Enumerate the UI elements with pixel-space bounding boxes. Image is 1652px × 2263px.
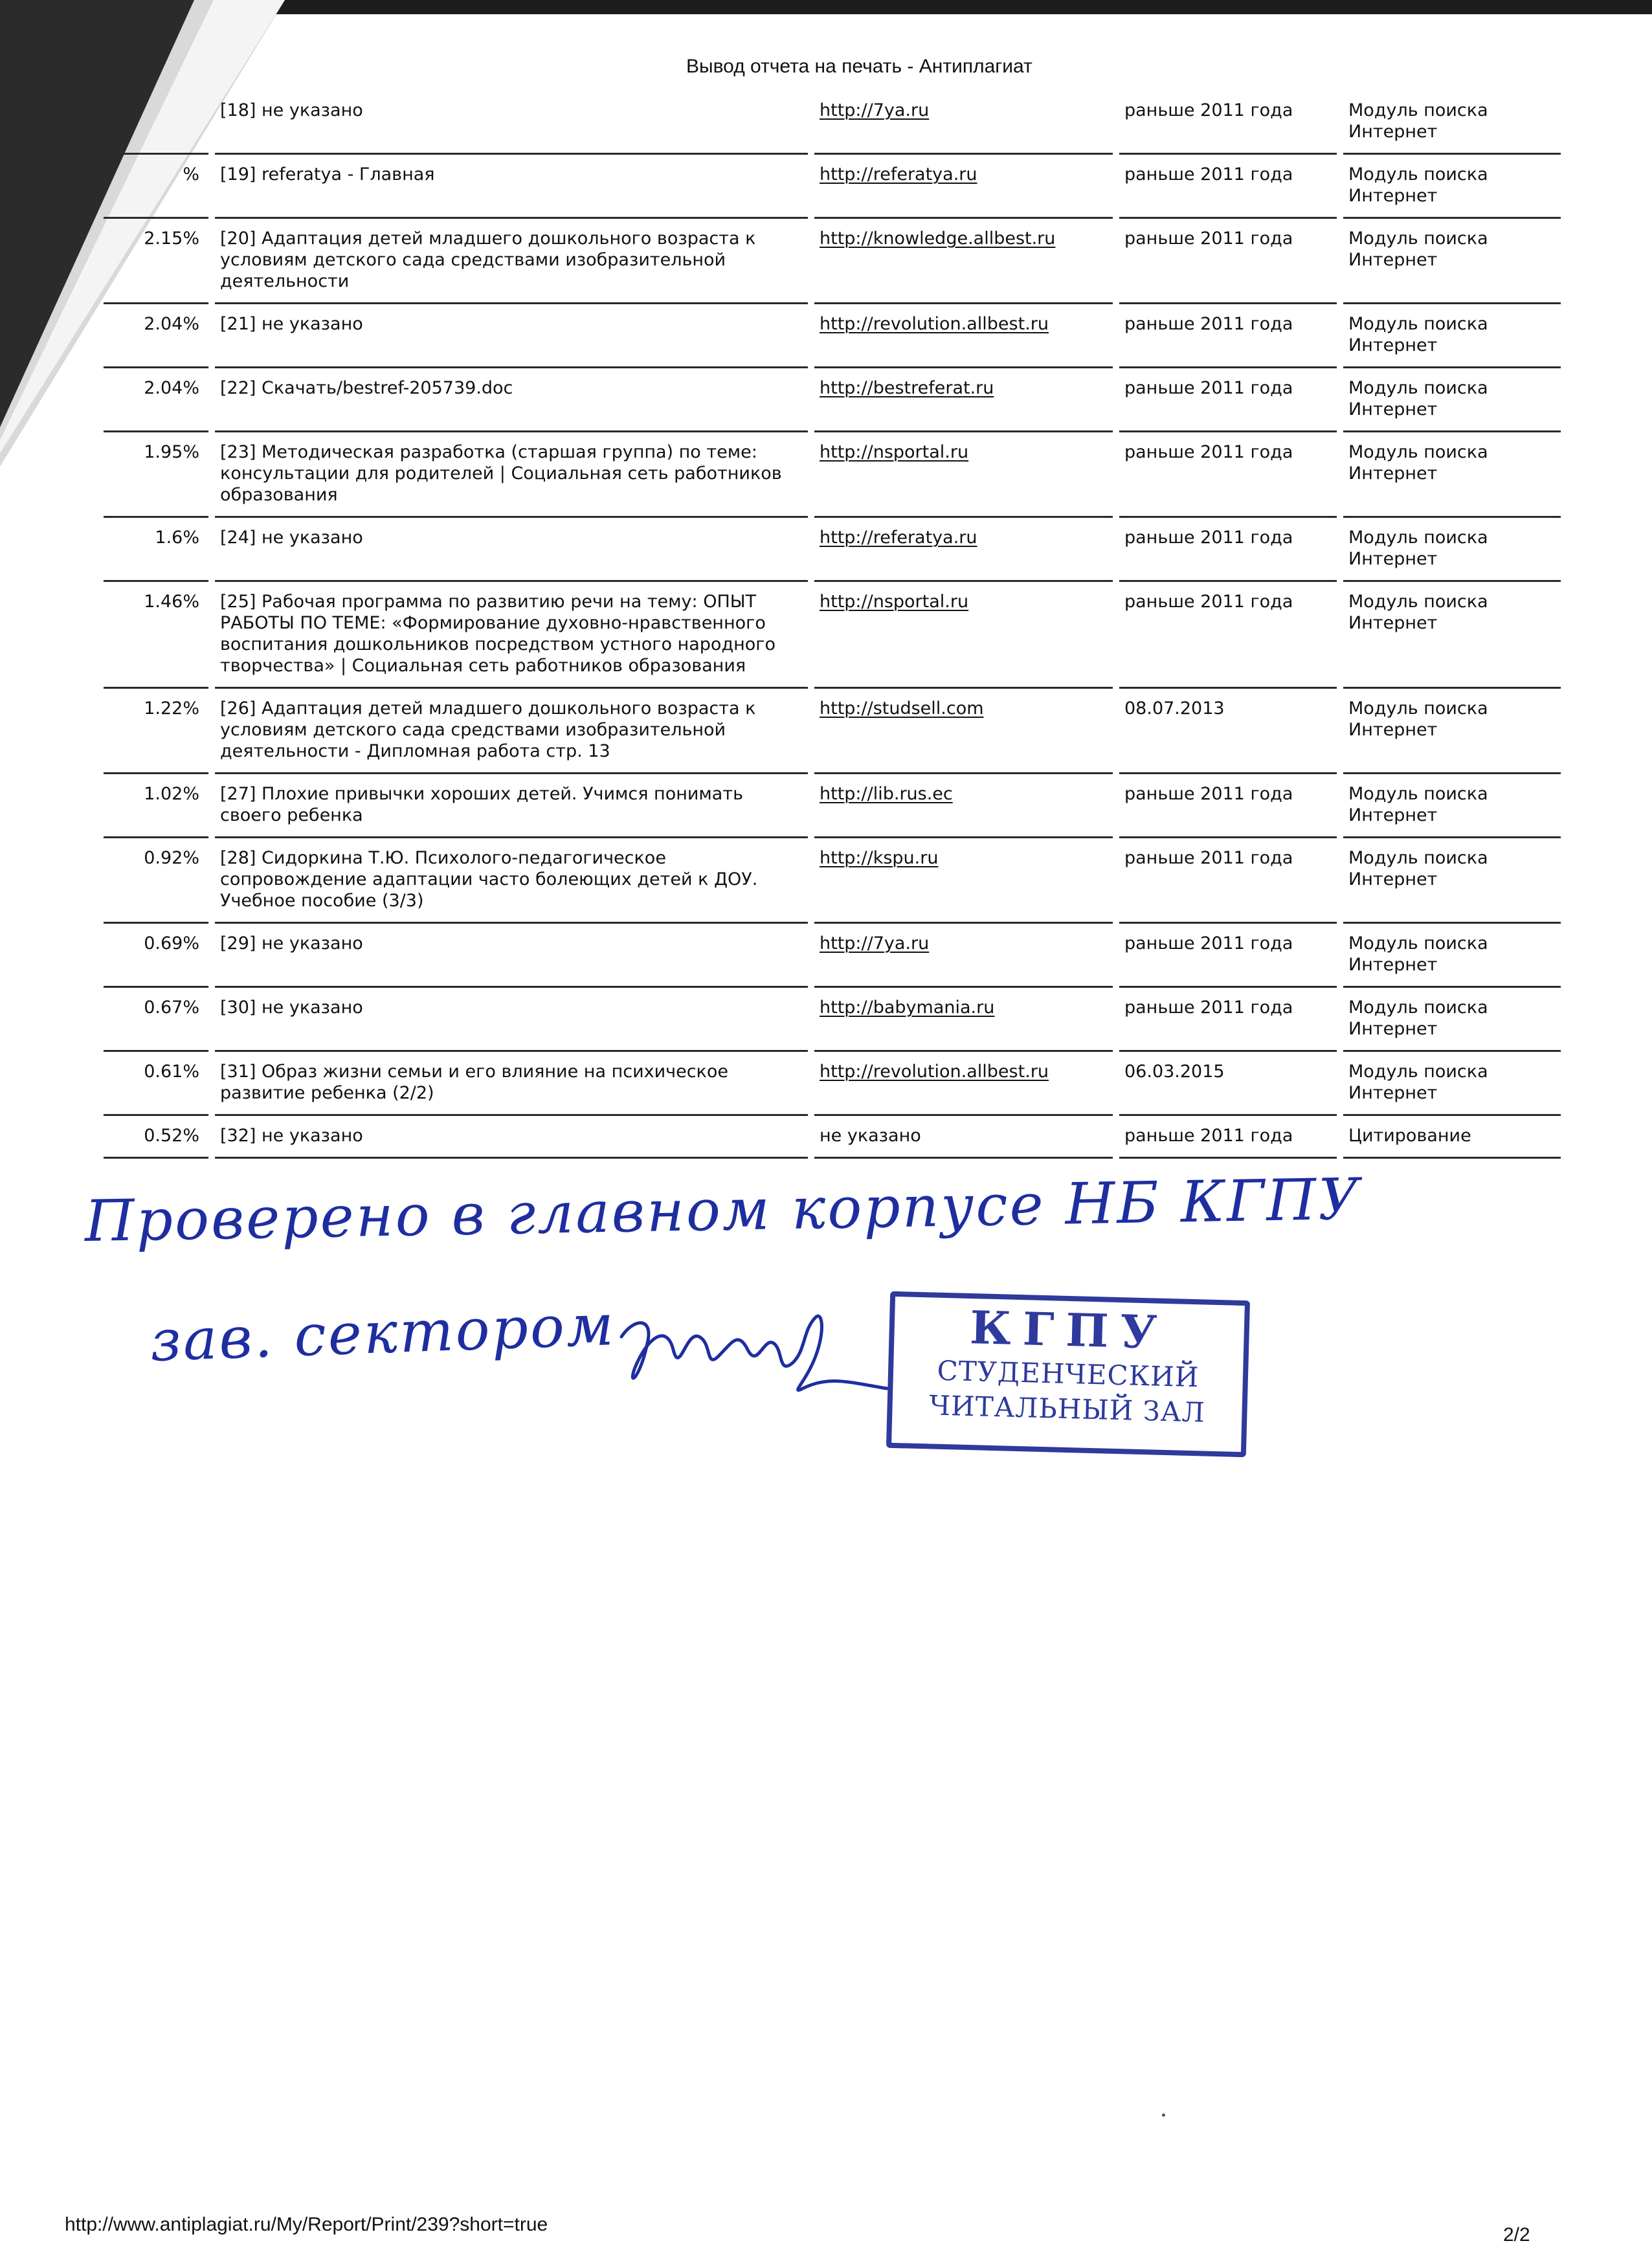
percent-cell [104, 304, 208, 368]
module-cell-text: Модуль поиска Интернет [1348, 592, 1488, 633]
handwritten-note-line1: Проверено в главном корпусе НБ КГПУ [84, 1165, 1362, 1254]
module-cell [1343, 91, 1561, 155]
date-cell-text: 08.07.2013 [1124, 698, 1225, 719]
source-cell-text: [18] не указано [220, 100, 363, 120]
source-cell-text: [28] Сидоркина Т.Ю. Психолого-педагогическое сопровождение адаптации часто болеющих детей к ДОУ. Учебное пособие (3/3) [220, 848, 758, 911]
module-cell [1343, 988, 1561, 1052]
percent-cell-text: 0.52% [144, 1126, 199, 1146]
signature [608, 1291, 893, 1408]
url-cell [814, 838, 1113, 924]
percent-cell-text: 1.6% [155, 528, 199, 548]
source-cell-text: [22] Скачать/bestref-205739.doc [220, 378, 513, 398]
footer-url: http://www.antiplagiat.ru/My/Report/Print/239?short=true [65, 2214, 548, 2235]
module-cell-text: Модуль поиска Интернет [1348, 998, 1488, 1039]
url-cell [814, 774, 1113, 838]
date-cell [1119, 1052, 1337, 1116]
source-link[interactable]: http://7ya.ru [820, 933, 930, 953]
module-cell [1343, 582, 1561, 689]
source-cell [215, 155, 808, 219]
page-number: 2/2 [1503, 2224, 1530, 2246]
source-cell [215, 518, 808, 582]
percent-cell-text: 0.69% [144, 933, 199, 953]
percent-cell [104, 924, 208, 988]
percent-cell-text: 1.46% [144, 592, 199, 612]
date-cell [1119, 774, 1337, 838]
module-cell [1343, 304, 1561, 368]
url-cell [814, 924, 1113, 988]
source-link[interactable]: http://lib.rus.ec [820, 784, 953, 804]
url-cell [814, 91, 1113, 155]
source-cell-text: [31] Образ жизни семьи и его влияние на психическое развитие ребенка (2/2) [220, 1062, 728, 1103]
library-stamp [886, 1291, 1250, 1457]
source-link[interactable]: http://nsportal.ru [820, 442, 969, 462]
date-cell [1119, 1116, 1337, 1159]
url-cell [814, 988, 1113, 1052]
percent-cell [104, 432, 208, 518]
percent-cell-text: 2.04% [144, 314, 199, 334]
source-link[interactable]: http://referatya.ru [820, 528, 977, 548]
source-link[interactable]: http://babymania.ru [820, 998, 995, 1018]
source-cell [215, 924, 808, 988]
date-cell-text: раньше 2011 года [1124, 592, 1293, 612]
url-cell [814, 689, 1113, 774]
table-row [104, 582, 1561, 689]
table-row [104, 518, 1561, 582]
url-cell [814, 582, 1113, 689]
module-cell [1343, 155, 1561, 219]
percent-cell [104, 988, 208, 1052]
source-cell [215, 689, 808, 774]
table-row [104, 91, 1561, 155]
date-cell [1119, 91, 1337, 155]
module-cell-text: Модуль поиска Интернет [1348, 229, 1488, 270]
module-cell-text: Модуль поиска Интернет [1348, 528, 1488, 569]
date-cell [1119, 838, 1337, 924]
source-cell [215, 219, 808, 304]
source-link[interactable]: http://knowledge.allbest.ru [820, 229, 1056, 249]
date-cell [1119, 988, 1337, 1052]
source-cell [215, 774, 808, 838]
source-cell-text: [24] не указано [220, 528, 363, 548]
stamp-title: КГПУ [969, 1300, 1170, 1360]
date-cell-text: раньше 2011 года [1124, 100, 1293, 120]
source-cell [215, 838, 808, 924]
handwritten-note-line2: зав. сектором [149, 1291, 617, 1374]
source-cell-text: [32] не указано [220, 1126, 363, 1146]
module-cell-text: Модуль поиска Интернет [1348, 314, 1488, 355]
percent-cell-text: 1.22% [144, 698, 199, 719]
percent-cell-text: 1.95% [144, 442, 199, 462]
url-cell [814, 518, 1113, 582]
date-cell-text: 06.03.2015 [1124, 1062, 1225, 1082]
module-cell [1343, 1052, 1561, 1116]
source-link[interactable]: http://nsportal.ru [820, 592, 969, 612]
percent-cell [104, 1052, 208, 1116]
url-cell [814, 368, 1113, 432]
url-cell-text: не указано [820, 1126, 921, 1146]
source-link[interactable]: http://bestreferat.ru [820, 378, 994, 398]
percent-cell [104, 219, 208, 304]
source-link[interactable]: http://kspu.ru [820, 848, 939, 868]
date-cell-text: раньше 2011 года [1124, 1126, 1293, 1146]
percent-cell [104, 91, 208, 155]
module-cell-text: Модуль поиска Интернет [1348, 164, 1488, 206]
stamp-line1: СТУДЕНЧЕСКИЙ [936, 1354, 1200, 1394]
source-cell [215, 582, 808, 689]
percent-cell-text: 1.02% [144, 784, 199, 804]
module-cell-text: Модуль поиска Интернет [1348, 784, 1488, 825]
date-cell-text: раньше 2011 года [1124, 229, 1293, 249]
module-cell [1343, 219, 1561, 304]
source-cell [215, 432, 808, 518]
table-row [104, 838, 1561, 924]
percent-cell [104, 518, 208, 582]
url-cell [814, 304, 1113, 368]
source-cell [215, 304, 808, 368]
table-row [104, 304, 1561, 368]
date-cell-text: раньше 2011 года [1124, 314, 1293, 334]
percent-cell-text: 0.92% [144, 848, 199, 868]
url-cell [814, 1052, 1113, 1116]
source-cell-text: [30] не указано [220, 998, 363, 1018]
percent-cell [104, 774, 208, 838]
table-row [104, 774, 1561, 838]
date-cell [1119, 924, 1337, 988]
source-link[interactable]: http://revolution.allbest.ru [820, 1062, 1049, 1082]
source-cell-text: [21] не указано [220, 314, 363, 334]
date-cell [1119, 518, 1337, 582]
percent-cell [104, 689, 208, 774]
source-cell-text: [27] Плохие привычки хороших детей. Учимся понимать своего ребенка [220, 784, 743, 825]
module-cell [1343, 1116, 1561, 1159]
date-cell-text: раньше 2011 года [1124, 848, 1293, 868]
date-cell-text: раньше 2011 года [1124, 933, 1293, 953]
source-cell-text: [25] Рабочая программа по развитию речи на тему: ОПЫТ РАБОТЫ ПО ТЕМЕ: «Формирование духовно-нравственного воспитания дошкольников посредством устного народного творчества» | Социальная сеть работников образования [220, 592, 776, 676]
table-row [104, 1052, 1561, 1116]
module-cell [1343, 774, 1561, 838]
scan-speck [1162, 2113, 1165, 2117]
percent-cell [104, 582, 208, 689]
module-cell-text: Модуль поиска Интернет [1348, 100, 1488, 142]
source-cell-text: [29] не указано [220, 933, 363, 953]
date-cell [1119, 155, 1337, 219]
date-cell-text: раньше 2011 года [1124, 442, 1293, 462]
source-link[interactable]: http://studsell.com [820, 698, 984, 719]
report-table [97, 91, 1567, 1159]
date-cell-text: раньше 2011 года [1124, 378, 1293, 398]
percent-cell-text: 2.15% [144, 229, 199, 249]
percent-cell [104, 155, 208, 219]
date-cell [1119, 368, 1337, 432]
module-cell [1343, 518, 1561, 582]
source-link[interactable]: http://revolution.allbest.ru [820, 314, 1049, 334]
url-cell [814, 219, 1113, 304]
url-cell [814, 1116, 1113, 1159]
date-cell-text: раньше 2011 года [1124, 164, 1293, 184]
source-cell [215, 988, 808, 1052]
url-cell [814, 432, 1113, 518]
module-cell-text: Модуль поиска Интернет [1348, 1062, 1488, 1103]
table-row [104, 432, 1561, 518]
module-cell [1343, 924, 1561, 988]
table-row [104, 988, 1561, 1052]
module-cell-text: Модуль поиска Интернет [1348, 848, 1488, 889]
percent-cell-text: 2.04% [144, 378, 199, 398]
source-cell [215, 1116, 808, 1159]
date-cell [1119, 219, 1337, 304]
source-cell-text: [19] referatya - Главная [220, 164, 435, 184]
date-cell-text: раньше 2011 года [1124, 528, 1293, 548]
date-cell-text: раньше 2011 года [1124, 998, 1293, 1018]
source-cell [215, 91, 808, 155]
module-cell [1343, 368, 1561, 432]
source-cell [215, 1052, 808, 1116]
url-cell [814, 155, 1113, 219]
source-link[interactable]: http://7ya.ru [820, 100, 930, 120]
table-row [104, 155, 1561, 219]
date-cell [1119, 582, 1337, 689]
module-cell-text: Цитирование [1348, 1126, 1471, 1146]
date-cell [1119, 304, 1337, 368]
stamp-line2: ЧИТАЛЬНЫЙ ЗАЛ [928, 1389, 1206, 1429]
module-cell [1343, 838, 1561, 924]
percent-cell [104, 1116, 208, 1159]
percent-cell-text: 0.61% [144, 1062, 199, 1082]
module-cell-text: Модуль поиска Интернет [1348, 378, 1488, 419]
table-row [104, 689, 1561, 774]
page-title: Вывод отчета на печать - Антиплагиат [686, 56, 1032, 77]
module-cell [1343, 689, 1561, 774]
table-row [104, 368, 1561, 432]
source-link[interactable]: http://referatya.ru [820, 164, 977, 184]
source-cell-text: [23] Методическая разработка (старшая группа) по теме: консультации для родителей | Социальная сеть работников образования [220, 442, 782, 505]
source-cell [215, 368, 808, 432]
percent-cell-text: 0.67% [144, 998, 199, 1018]
module-cell-text: Модуль поиска Интернет [1348, 933, 1488, 975]
date-cell-text: раньше 2011 года [1124, 784, 1293, 804]
module-cell-text: Модуль поиска Интернет [1348, 698, 1488, 740]
table-row [104, 924, 1561, 988]
source-cell-text: [20] Адаптация детей младшего дошкольного возраста к условиям детского сада средствами изобразительной деятельности [220, 229, 756, 291]
date-cell [1119, 432, 1337, 518]
percent-cell-text: % [183, 164, 199, 184]
date-cell [1119, 689, 1337, 774]
table-row [104, 219, 1561, 304]
module-cell [1343, 432, 1561, 518]
percent-cell [104, 368, 208, 432]
percent-cell [104, 838, 208, 924]
source-cell-text: [26] Адаптация детей младшего дошкольного возраста к условиям детского сада средствами изобразительной деятельности - Дипломная работа стр. 13 [220, 698, 756, 761]
module-cell-text: Модуль поиска Интернет [1348, 442, 1488, 484]
table-row [104, 1116, 1561, 1159]
